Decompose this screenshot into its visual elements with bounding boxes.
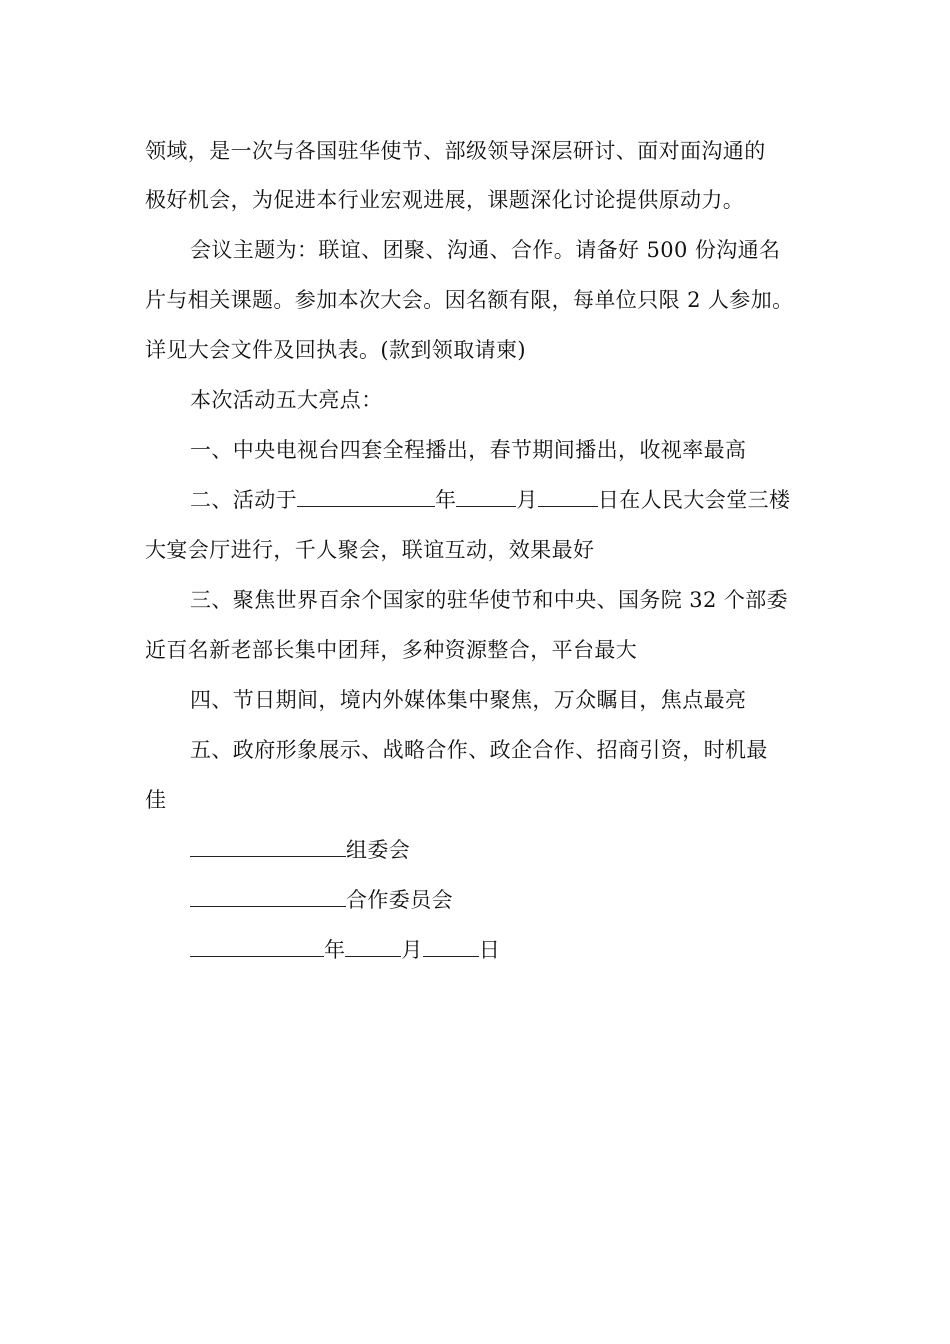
sig-day-label: 日 xyxy=(478,938,501,962)
committee-blank xyxy=(190,838,346,857)
committee-label: 组委会 xyxy=(346,838,411,862)
year-label: 年 xyxy=(435,488,457,512)
paragraph-line: 领域，是一次与各国驻华使节、部级领导深层研讨、面对面沟通的 xyxy=(145,139,766,163)
highlight-item-5: 五、政府形象展示、战略合作、政企合作、招商引资，时机最 xyxy=(190,738,768,762)
signature-committee xyxy=(190,836,410,864)
day-suffix: 日在人民大会堂三楼 xyxy=(597,488,791,512)
cooperation-label: 合作委员会 xyxy=(346,888,453,912)
paragraph-line: 会议主题为：联谊、团聚、沟通、合作。请备好 500 份沟通名 xyxy=(190,238,781,262)
sig-day-blank xyxy=(423,938,479,957)
cooperation-blank xyxy=(190,888,346,907)
section-heading: 本次活动五大亮点： xyxy=(190,388,383,412)
sig-month-label: 月 xyxy=(401,938,423,962)
paragraph-line: 近百名新老部长集中团拜，多种资源整合，平台最大 xyxy=(145,638,638,662)
sig-year-blank xyxy=(190,938,324,957)
highlight-item-2 xyxy=(190,486,790,514)
paragraph-line: 大宴会厅进行，千人聚会，联谊互动，效果最好 xyxy=(145,538,595,562)
paragraph-line: 极好机会，为促进本行业宏观进展，课题深化讨论提供原动力。 xyxy=(145,188,745,212)
activity-prefix: 二、活动于 xyxy=(190,488,297,512)
paragraph-line: 详见大会文件及回执表。(款到领取请柬) xyxy=(145,338,526,362)
highlight-item-3: 三、聚焦世界百余个国家的驻华使节和中央、国务院 32 个部委 xyxy=(190,588,789,612)
year-blank xyxy=(297,488,435,507)
highlight-item-4: 四、节日期间，境内外媒体集中聚焦，万众瞩目，焦点最亮 xyxy=(190,688,747,712)
paragraph-line: 佳 xyxy=(145,788,167,812)
signature-cooperation xyxy=(190,886,453,914)
sig-year-label: 年 xyxy=(324,938,346,962)
month-blank xyxy=(456,488,516,507)
highlight-item-1: 一、中央电视台四套全程播出，春节期间播出，收视率最高 xyxy=(190,438,747,462)
month-label: 月 xyxy=(516,488,538,512)
sig-month-blank xyxy=(345,938,401,957)
paragraph-line: 片与相关课题。参加本次大会。因名额有限，每单位只限 2 人参加。 xyxy=(145,288,794,312)
day-blank xyxy=(538,488,598,507)
signature-date xyxy=(190,936,500,964)
